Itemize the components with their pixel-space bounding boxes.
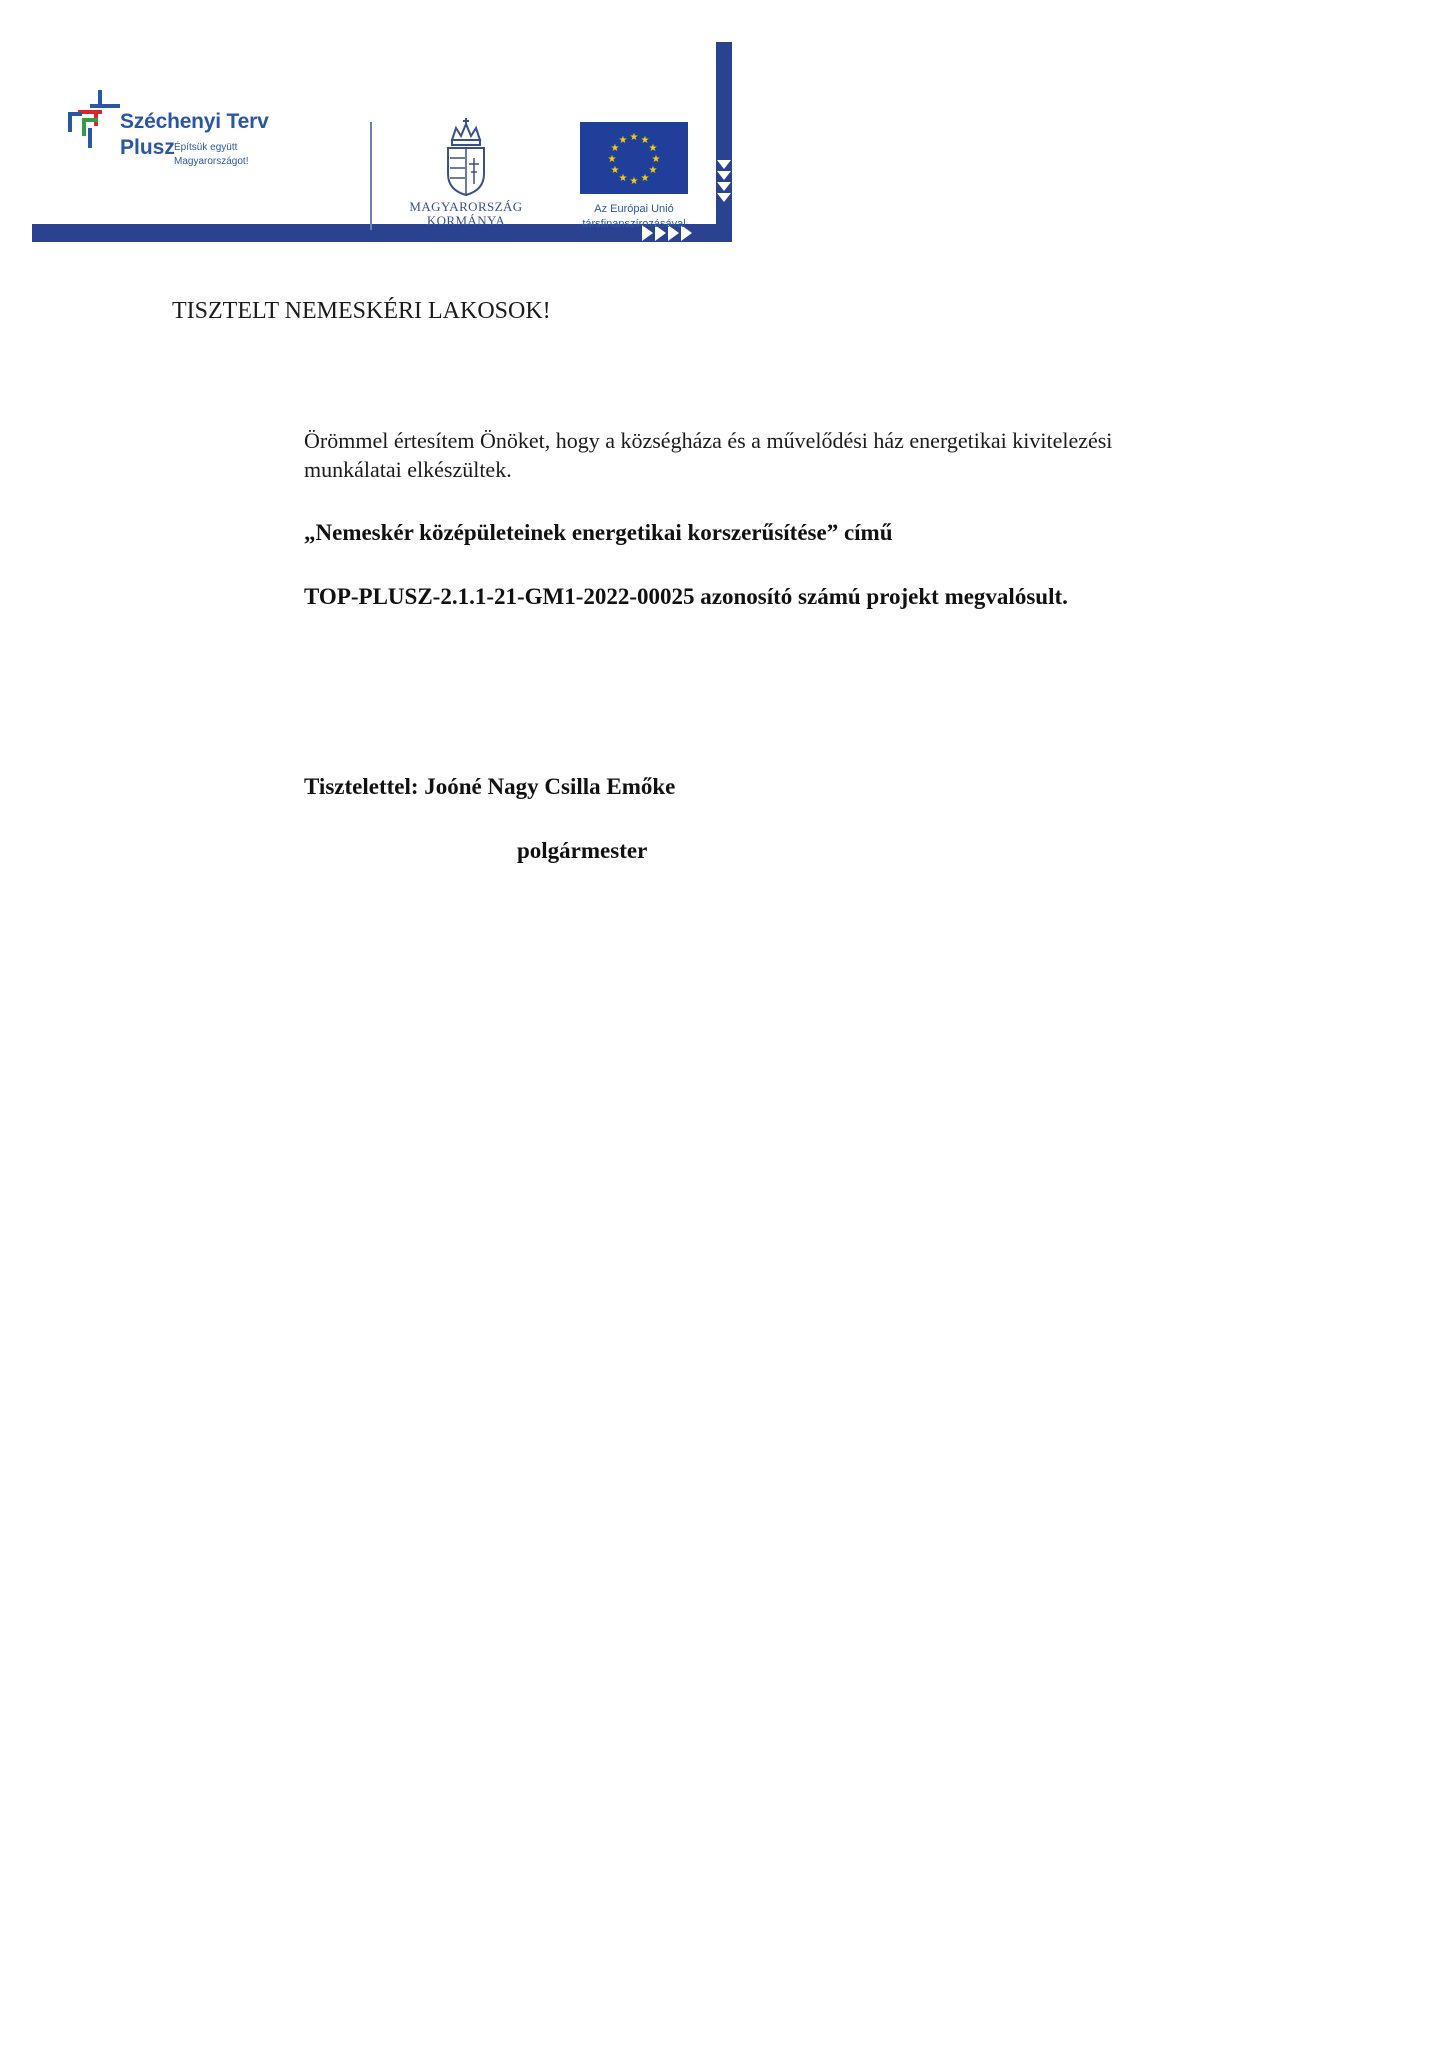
svg-text:★: ★ — [610, 165, 620, 176]
svg-text:★: ★ — [610, 143, 620, 154]
header-banner — [32, 42, 732, 242]
signature-role: polgármester — [517, 838, 648, 863]
announcement-paragraph — [304, 426, 1284, 484]
svg-text:★: ★ — [640, 173, 650, 184]
szechenyi-title: Széchenyi Terv — [120, 110, 269, 133]
government-line-2: KORMÁNYA — [426, 213, 506, 228]
signature-regards: Tisztelettel: Joóné Nagy Csilla Emőke — [304, 774, 676, 799]
svg-text:★: ★ — [629, 176, 639, 187]
eu-line-2: társfinanszírozásával — [582, 218, 686, 230]
svg-text:★: ★ — [640, 135, 650, 146]
paragraph-line-2: munkálatai elkészültek. — [304, 457, 512, 482]
svg-text:★: ★ — [618, 173, 628, 184]
slogan-line-2: Magyarországot! — [174, 156, 249, 167]
project-title: „Nemeskér középületeinek energetikai korszerűsítése” című — [304, 520, 893, 545]
project-id: TOP-PLUSZ-2.1.1-21-GM1-2022-00025 azonosító számú projekt megvalósult. — [304, 584, 1068, 609]
slogan-line-1: Építsük együtt — [174, 142, 238, 153]
svg-text:★: ★ — [607, 154, 617, 165]
logo-divider — [370, 122, 372, 230]
salutation: TISZTELT NEMESKÉRI LAKOSOK! — [172, 298, 551, 324]
government-caption — [396, 200, 536, 228]
svg-text:★: ★ — [618, 135, 628, 146]
eu-flag-icon — [580, 122, 688, 194]
eu-caption — [552, 202, 716, 232]
svg-text:★: ★ — [629, 132, 639, 143]
szechenyi-terv-logo — [66, 90, 326, 190]
szechenyi-cross-icon — [66, 90, 122, 150]
government-logo — [396, 118, 536, 238]
szechenyi-slogan — [174, 141, 248, 169]
chevron-down-icon — [716, 160, 732, 224]
government-line-1: MAGYARORSZÁG — [409, 199, 523, 214]
paragraph-line-1: Örömmel értesítem Önöket, hogy a községháza és a művelődési ház energetikai kivitelezési — [304, 428, 1113, 453]
eu-logo — [552, 122, 712, 242]
coat-of-arms-icon — [442, 118, 490, 196]
svg-text:★: ★ — [651, 154, 661, 165]
eu-stars-icon — [580, 122, 688, 194]
svg-text:★: ★ — [648, 165, 658, 176]
eu-line-1: Az Európai Unió — [594, 203, 674, 215]
szechenyi-plus: Plusz — [120, 136, 175, 159]
svg-text:★: ★ — [648, 143, 658, 154]
